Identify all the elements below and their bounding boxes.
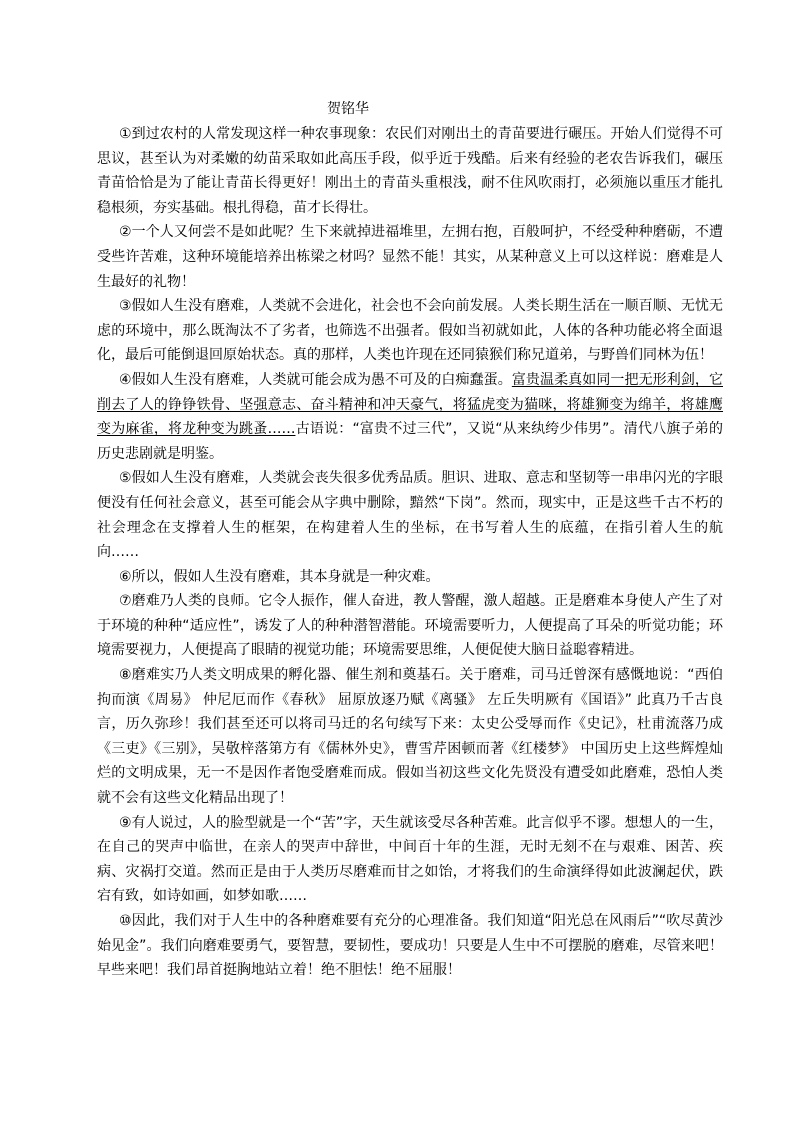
document-page — [97, 96, 723, 983]
author-name: 贺铭华 — [327, 101, 369, 117]
paragraph-4-underlined: 富贵温柔真如同一把无形利剑，它削去了人的铮铮铁骨、坚强意志、奋斗精神和冲天豪气，将猛虎变为猫咪，将雄狮变为绵羊，将雄鹰变为麻雀，将龙种变为跳蚤…… — [97, 371, 723, 438]
paragraph-5: ⑤假如人生没有磨难，人类就会丧失很多优秀品质。胆识、进取、意志和坚韧等一串串闪光的字眼便没有任何社会意义，甚至可能会从字典中删除，黯然“下岗”。然而，现实中，正是这些千古不朽的社会理念在支撑着人生的框架，在构建着人生的坐标，在书写着人生的底蕴，在指引着人生的航向…… — [97, 470, 723, 561]
paragraph-10: ⑩因此，我们对于人生中的各种磨难要有充分的心理准备。我们知道“阳光总在风雨后”“吹尽黄沙始见金”。我们向磨难要勇气，要智慧，要韧性，要成功！只要是人生中不可摆脱的磨难，尽管来吧！早些来吧！我们昂首挺胸地站立着！绝不胆怯！绝不屈服！ — [97, 913, 723, 979]
paragraph-6: ⑥所以，假如人生没有磨难，其本身就是一种灾难。 — [119, 568, 440, 585]
paragraph-1: ①到过农村的人常发现这样一种农事现象：农民们对刚出土的青苗要进行碾压。开始人们觉得不可思议，甚至认为对柔嫩的幼苗采取如此高压手段，似乎近于残酷。后来有经验的老农告诉我们，碾压青苗恰恰是为了能让青苗长得更好！刚出土的青苗头重根浅，耐不住风吹雨打，必须施以重压才能扎稳根须，夯实基础。根扎得稳，苗才长得壮。 — [97, 126, 723, 216]
paragraph-3: ③假如人生没有磨难，人类就不会进化，社会也不会向前发展。人类长期生活在一顺百顺、无忧无虑的环境中，那么既淘汰不了劣者，也筛选不出强者。假如当初就如此，人体的各种功能必将全面退化，最后可能倒退回原始状态。真的那样，人类也许现在还同猿猴们称兄道弟，与野兽们同林为伍！ — [97, 298, 723, 364]
paragraph-4 — [97, 368, 723, 466]
paragraph-8: ⑧磨难实乃人类文明成果的孵化器、催生剂和奠基石。关于磨难，司马迁曾深有感慨地说：“西伯拘而演《周易》 仲尼厄而作《春秋》 屈原放逐乃赋《离骚》 左丘失明厥有《国语》” 此真乃千古良言，历久弥珍！我们甚至还可以将司马迁的名句续写下来：太史公受辱而作《史记》，杜甫流落乃成《三吏》《三别》，吴敬梓落第方有《儒林外史》，曹雪芹困顿而著《红楼梦》 中国历史上这些辉煌灿烂的文明成果，无一不是因作者饱受磨难而成。假如当初这些文化先贤没有遭受如此磨难，恐怕人类就不会有这些文化精品出现了！ — [97, 667, 723, 807]
paragraph-4-tail: 古语说：“富贵不过三代”，又说“从来纨绔少伟男”。清代八旗子弟的历史悲剧就是明鉴。 — [97, 421, 723, 462]
paragraph-4-lead: ④假如人生没有磨难，人类就可能会成为愚不可及的白痴蠢蛋。 — [119, 371, 512, 388]
paragraph-9: ⑨有人说过，人的脸型就是一个“苦”字，天生就该受尽各种苦难。此言似乎不谬。想想人的一生，在自己的哭声中临世，在亲人的哭声中辞世，中间百十年的生涯，无时无刻不在与艰难、困苦、疾病、灾祸打交道。然而正是由于人类历尽磨难而甘之如饴，才将我们的生命演绎得如此波澜起伏，跌宕有致，如诗如画，如梦如歌…… — [97, 814, 723, 905]
paragraph-2: ②一个人又何尝不是如此呢？生下来就掉进福堆里，左拥右抱，百般呵护，不经受种种磨砺，不遭受些许苦难，这种环境能培养出栋梁之材吗？显然不能！其实，从某种意义上可以这样说：磨难是人生最好的礼物！ — [97, 224, 723, 290]
paragraph-7: ⑦磨难乃人类的良师。它令人振作，催人奋进，教人警醒，激人超越。正是磨难本身使人产生了对于环境的种种“适应性”，诱发了人的种种潜智潜能。环境需要听力，人便提高了耳朵的听觉功能；环境需要视力，人便提高了眼睛的视觉功能；环境需要思维，人便促使大脑日益聪睿精进。 — [97, 593, 723, 659]
